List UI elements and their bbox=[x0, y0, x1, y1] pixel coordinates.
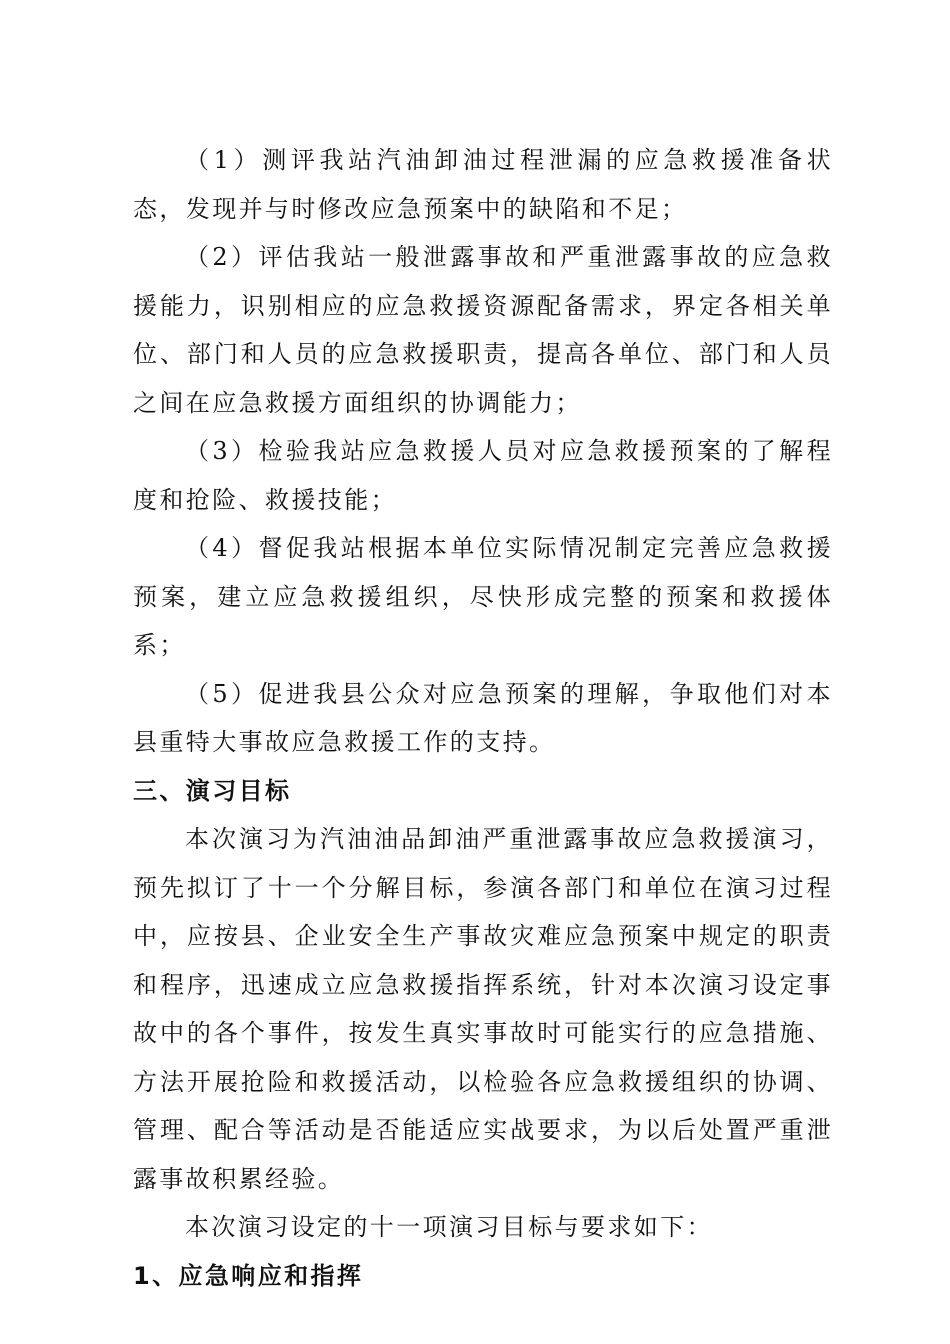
document-body bbox=[133, 136, 833, 1300]
paragraph-objective-2: （2）评估我站一般泄露事故和严重泄露事故的应急救援能力，识别相应的应急救援资源配备需求，界定各相关单位、部门和人员的应急救援职责，提高各单位、部门和人员之间在应急救援方面组织的协调能力； bbox=[133, 243, 833, 417]
paragraph-objective-5: （5）促进我县公众对应急预案的理解，争取他们对本县重特大事故应急救援工作的支持。 bbox=[133, 679, 833, 756]
paragraph-objective-1: （1）测评我站汽油卸油过程泄漏的应急救援准备状态，发现并与时修改应急预案中的缺陷和不足； bbox=[133, 146, 833, 223]
section-heading: 三、演习目标 bbox=[133, 776, 292, 805]
paragraph-objective-4: （4）督促我站根据本单位实际情况制定完善应急救援预案，建立应急救援组织，尽快形成完整的预案和救援体系； bbox=[133, 534, 833, 659]
paragraph-objective-3: （3）检验我站应急救援人员对应急救援预案的了解程度和抢险、救援技能； bbox=[133, 437, 833, 514]
paragraph-section-intro: 本次演习为汽油油品卸油严重泄露事故应急救援演习，预先拟订了十一个分解目标，参演各部门和单位在演习过程中，应按县、企业安全生产事故灾难应急预案中规定的职责和程序，迅速成立应急救援指挥系统，针对本次演习设定事故中的各个事件，按发生真实事故时可能实行的应急措施、方法开展抢险和救援活动，以检验各应急救援组织的协调、管理、配合等活动是否能适应实战要求，为以后处置严重泄露事故积累经验。 bbox=[133, 825, 833, 1193]
paragraph-section-list-intro: 本次演习设定的十一项演习目标与要求如下： bbox=[185, 1213, 713, 1241]
subheading: 1、应急响应和指挥 bbox=[133, 1261, 364, 1290]
